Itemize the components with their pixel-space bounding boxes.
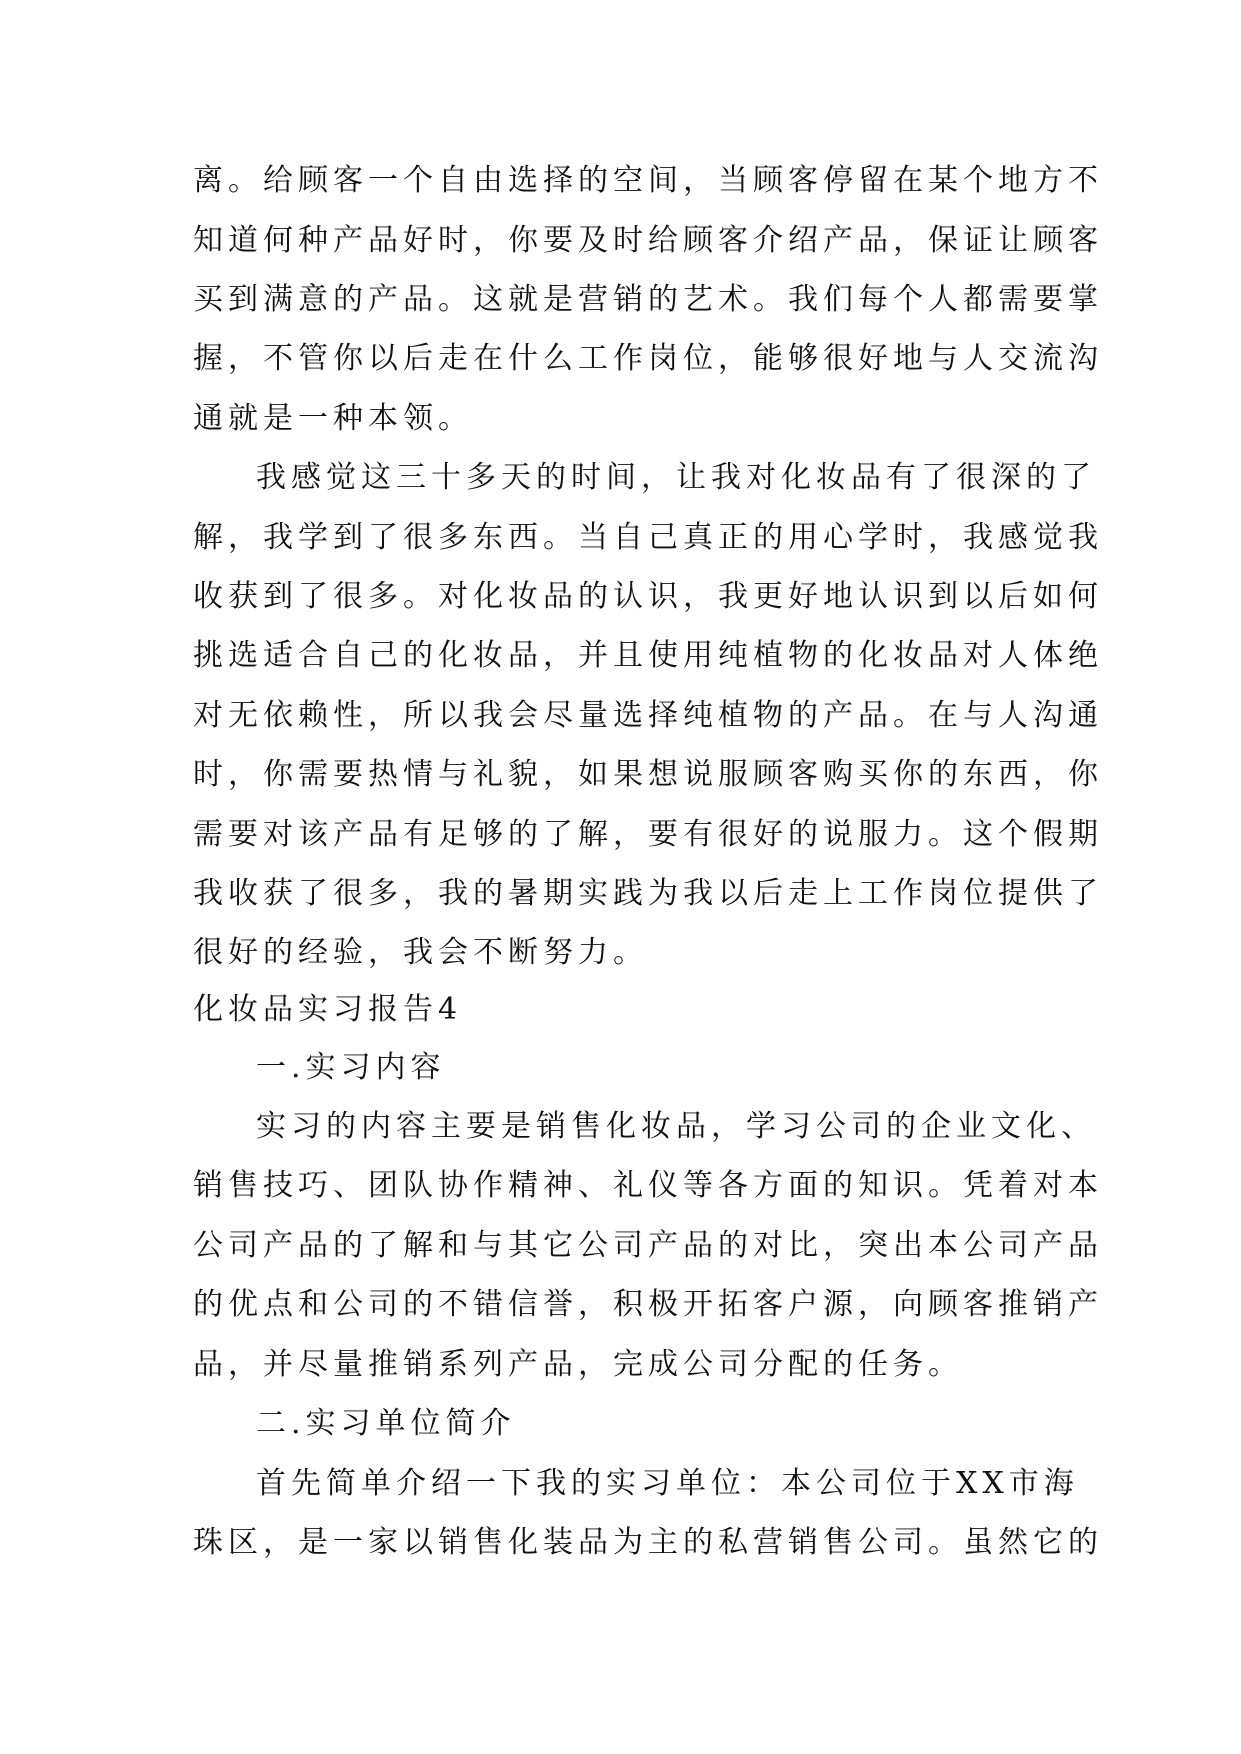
body-text-line: 的优点和公司的不错信誉，积极开拓客户源，向顾客推销产 bbox=[193, 1287, 1103, 1322]
section-title: 化妆品实习报告4 bbox=[193, 992, 463, 1027]
body-text-line: 握，不管你以后走在什么工作岗位，能够很好地与人交流沟 bbox=[193, 341, 1103, 376]
body-text-line: 时，你需要热情与礼貌，如果想说服顾客购买你的东西，你 bbox=[193, 757, 1103, 792]
body-text-line: 品，并尽量推销系列产品，完成公司分配的任务。 bbox=[193, 1347, 963, 1382]
body-text-line: 我收获了很多，我的暑期实践为我以后走上工作岗位提供了 bbox=[193, 876, 1103, 911]
body-text-line: 知道何种产品好时，你要及时给顾客介绍产品，保证让顾客 bbox=[193, 223, 1103, 258]
body-text-line: 销售技巧、团队协作精神、礼仪等各方面的知识。凭着对本 bbox=[193, 1168, 1103, 1203]
body-text-line: 公司产品的了解和与其它公司产品的对比，突出本公司产品 bbox=[193, 1228, 1103, 1263]
body-text-line: 买到满意的产品。这就是营销的艺术。我们每个人都需要掌 bbox=[193, 282, 1103, 317]
body-text-line: 通就是一种本领。 bbox=[193, 401, 473, 436]
subsection-heading: 一.实习内容 bbox=[256, 1050, 446, 1085]
body-text-line: 对无依赖性，所以我会尽量选择纯植物的产品。在与人沟通 bbox=[193, 698, 1103, 733]
body-text-line: 收获到了很多。对化妆品的认识，我更好地认识到以后如何 bbox=[193, 579, 1103, 614]
paragraph-first-line: 首先简单介绍一下我的实习单位：本公司位于XX市海 bbox=[256, 1466, 1079, 1501]
paragraph-first-line: 实习的内容主要是销售化妆品，学习公司的企业文化、 bbox=[256, 1109, 1096, 1144]
paragraph-first-line: 我感觉这三十多天的时间，让我对化妆品有了很深的了 bbox=[256, 460, 1096, 495]
subsection-heading: 二.实习单位简介 bbox=[256, 1406, 516, 1441]
body-text-line: 需要对该产品有足够的了解，要有很好的说服力。这个假期 bbox=[193, 817, 1103, 852]
body-text-line: 珠区，是一家以销售化装品为主的私营销售公司。虽然它的 bbox=[193, 1525, 1103, 1560]
body-text-line: 挑选适合自己的化妆品，并且使用纯植物的化妆品对人体绝 bbox=[193, 638, 1103, 673]
body-text-line: 离。给顾客一个自由选择的空间，当顾客停留在某个地方不 bbox=[193, 163, 1103, 198]
body-text-line: 解，我学到了很多东西。当自己真正的用心学时，我感觉我 bbox=[193, 520, 1103, 555]
body-text-line: 很好的经验，我会不断努力。 bbox=[193, 935, 648, 970]
